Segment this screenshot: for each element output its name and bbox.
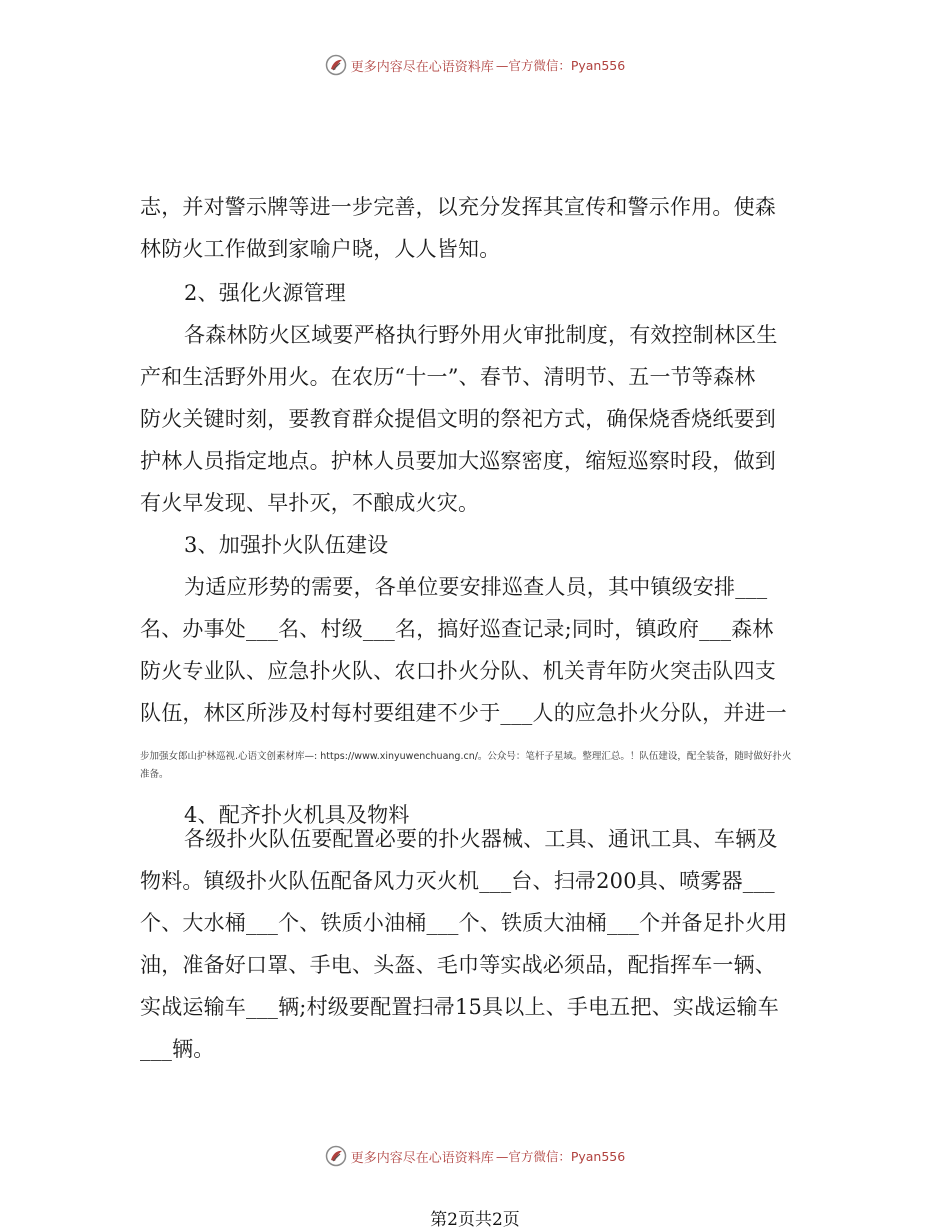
note-line: 步加强女郎山护林巡视.心语文创素材库—: https://www.xinyuwenchuang.cn/。公众号：笔杆子星域。整理汇总。！队伍建设，配全装备，随时做好扑火 [140,751,792,762]
brand-logo-icon [325,54,347,76]
paragraph-line: 有火早发现、早扑灭，不酿成火灾。 [140,491,480,515]
paragraph-line: 志，并对警示牌等进一步完善，以充分发挥其宣传和警示作用。使森 [140,195,776,219]
wechat-text: —官方微信：Pyan556 [495,1149,626,1164]
paragraph-line: 防火专业队、应急扑火队、农口扑火分队、机关青年防火突击队四支 [140,659,776,683]
page-number: 第2页共2页 [430,1210,520,1230]
paragraph-line: 油，准备好口罩、手电、头盔、毛巾等实战必须品，配指挥车一辆、 [140,953,776,977]
paragraph-line: 护林人员指定地点。护林人员要加大巡察密度，缩短巡察时段，做到 [140,449,776,473]
paragraph-line: 队伍，林区所涉及村每村要组建不少于___人的应急扑火分队，并进一 [140,701,787,725]
section-heading: 3、加强扑火队伍建设 [184,533,389,557]
paragraph-line: 个、大水桶___个、铁质小油桶___个、铁质大油桶___个并备足扑火用 [140,911,788,935]
note-line: 准备。 [140,769,169,780]
paragraph-line: 产和生活野外用火。在农历“十一”、春节、清明节、五一节等森林 [140,365,756,389]
paragraph-line: 林防火工作做到家喻户晓，人人皆知。 [140,237,501,261]
paragraph-line: 各森林防火区域要严格执行野外用火审批制度，有效控制林区生 [184,323,778,347]
paragraph-line: 物料。镇级扑火队伍配备风力灭火机___台、扫帚200具、喷雾器___ [140,869,775,893]
brand-text: 更多内容尽在心语资料库 [350,59,494,75]
paragraph-line: 名、办事处___名、村级___名，搞好巡查记录;同时，镇政府___森林 [140,617,774,641]
header-banner [0,54,950,76]
paragraph-line: 为适应形势的需要，各单位要安排巡查人员，其中镇级安排___ [184,575,768,599]
paragraph-line: ___辆。 [140,1037,215,1061]
brand-text: 更多内容尽在心语资料库 [350,1150,494,1166]
paragraph-line: 各级扑火队伍要配置必要的扑火器械、工具、通讯工具、车辆及 [184,827,778,851]
paragraph-line: 实战运输车___辆;村级要配置扫帚15具以上、手电五把、实战运输车 [140,995,779,1019]
footer-banner [0,1145,950,1167]
section-heading: 2、强化火源管理 [184,281,346,305]
wechat-text: —官方微信：Pyan556 [495,58,626,73]
section-heading: 4、配齐扑火机具及物料 [184,803,410,827]
brand-logo-icon [325,1145,347,1167]
paragraph-line: 防火关键时刻，要教育群众提倡文明的祭祀方式，确保烧香烧纸要到 [140,407,776,431]
inserted-note [140,748,910,784]
